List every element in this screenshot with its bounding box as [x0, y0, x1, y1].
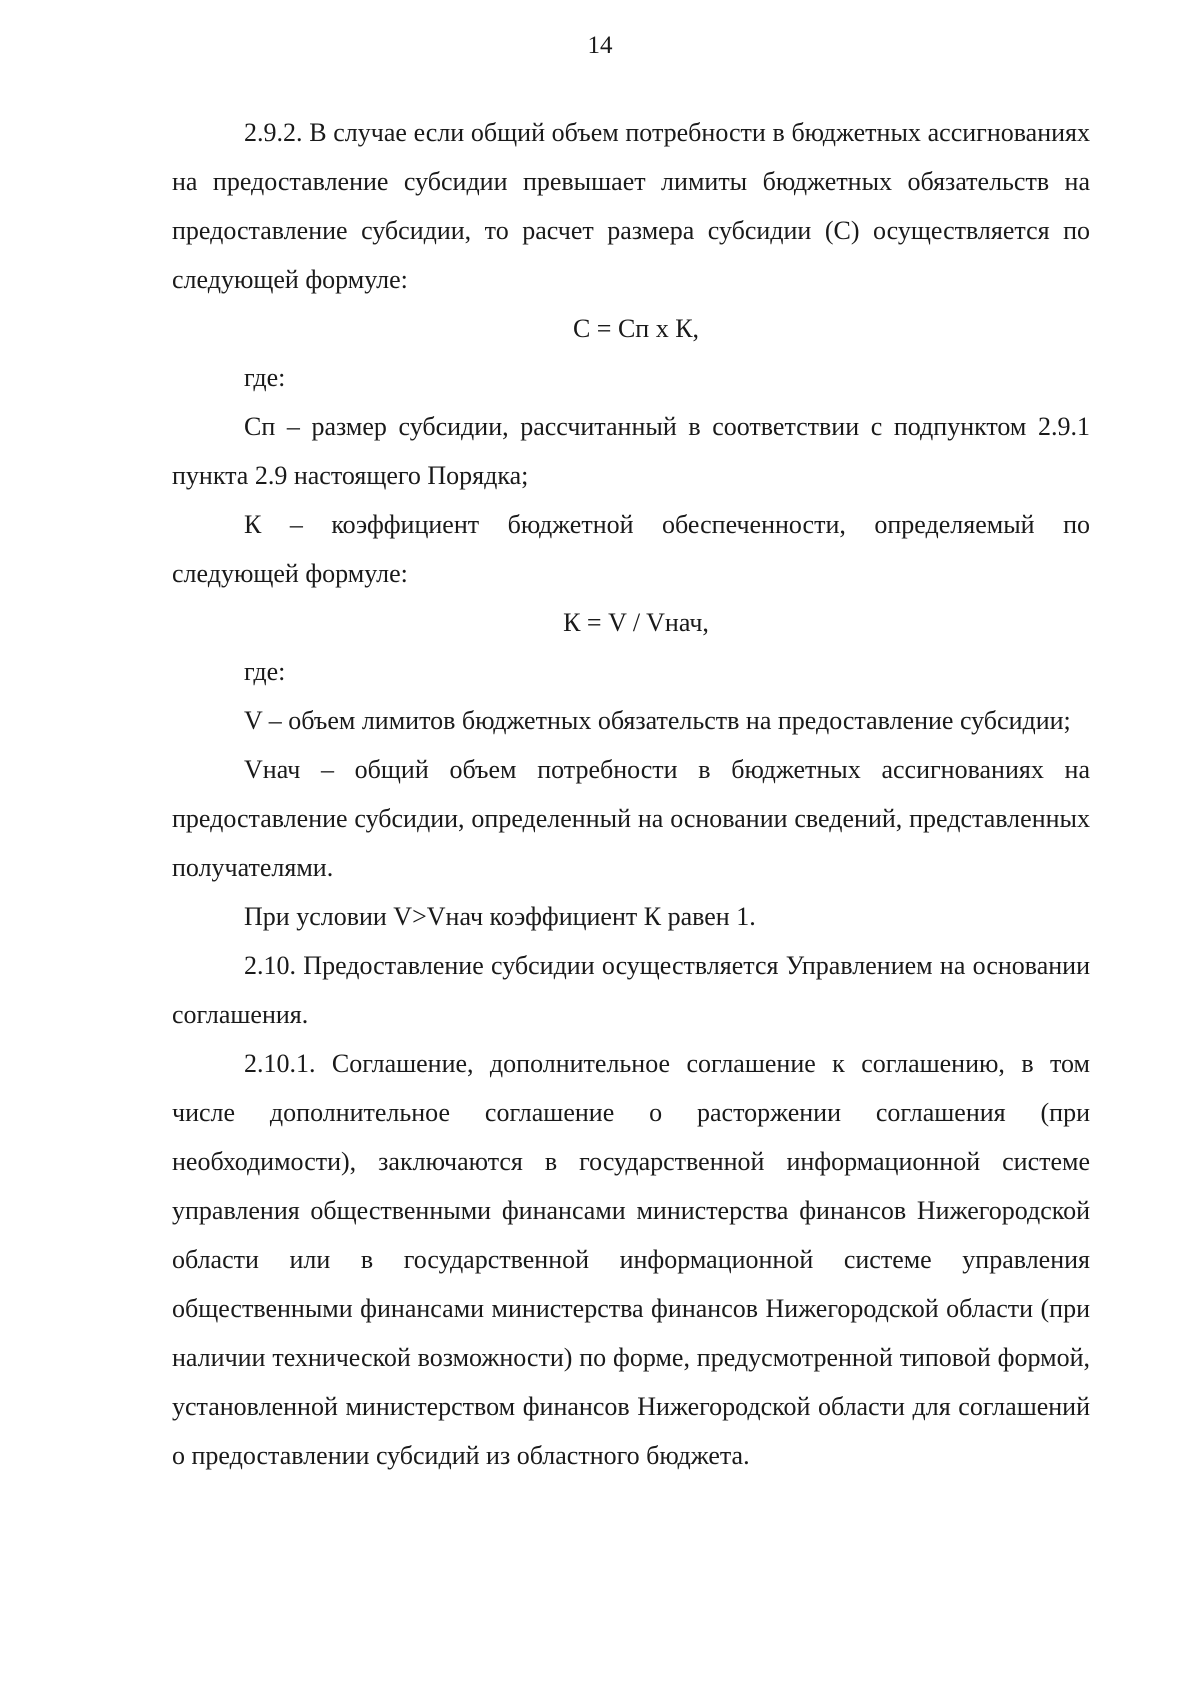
page-number: 14	[587, 32, 613, 59]
formula-subsidy: С = Сп х К,	[572, 314, 700, 343]
where-label: где:	[244, 657, 286, 686]
where-label: где:	[244, 363, 286, 392]
document-body	[172, 108, 1090, 1480]
definition-k: К – коэффициент бюджетной обеспеченности, определяемый по следующей формуле:	[172, 510, 1090, 588]
definition-sp: Сп – размер субсидии, рассчитанный в соответствии с подпунктом 2.9.1 пункта 2.9 настоящего Порядка;	[172, 412, 1090, 490]
definition-v: V – объем лимитов бюджетных обязательств на предоставление субсидии;	[244, 706, 1071, 735]
definition-vnach: Vнач – общий объем потребности в бюджетных ассигнованиях на предоставление субсидии, определенный на основании сведений, представленных получателями.	[172, 755, 1090, 882]
formula-coefficient: К = V / Vнач,	[563, 608, 709, 637]
paragraph-2-9-2: 2.9.2. В случае если общий объем потребности в бюджетных ассигнованиях на предоставление субсидии превышает лимиты бюджетных обязательств на предоставление субсидии, то расчет размера субсидии (С) осуществляется по следующей формуле:	[172, 118, 1090, 294]
condition-note: При условии V>Vнач коэффициент К равен 1.	[244, 902, 756, 931]
paragraph-2-10-1: 2.10.1. Соглашение, дополнительное соглашение к соглашению, в том числе дополнительное соглашение о расторжении соглашения (при необходимости), заключаются в государственной информационной системе управления общественными финансами министерства финансов Нижегородской области или в государственной информационной системе управления общественными финансами министерства финансов Нижегородской области (при наличии технической возможности) по форме, предусмотренной типовой формой, установленной министерством финансов Нижегородской области для соглашений о предоставлении субсидий из областного бюджета.	[172, 1049, 1090, 1470]
paragraph-2-10: 2.10. Предоставление субсидии осуществляется Управлением на основании соглашения.	[172, 951, 1090, 1029]
